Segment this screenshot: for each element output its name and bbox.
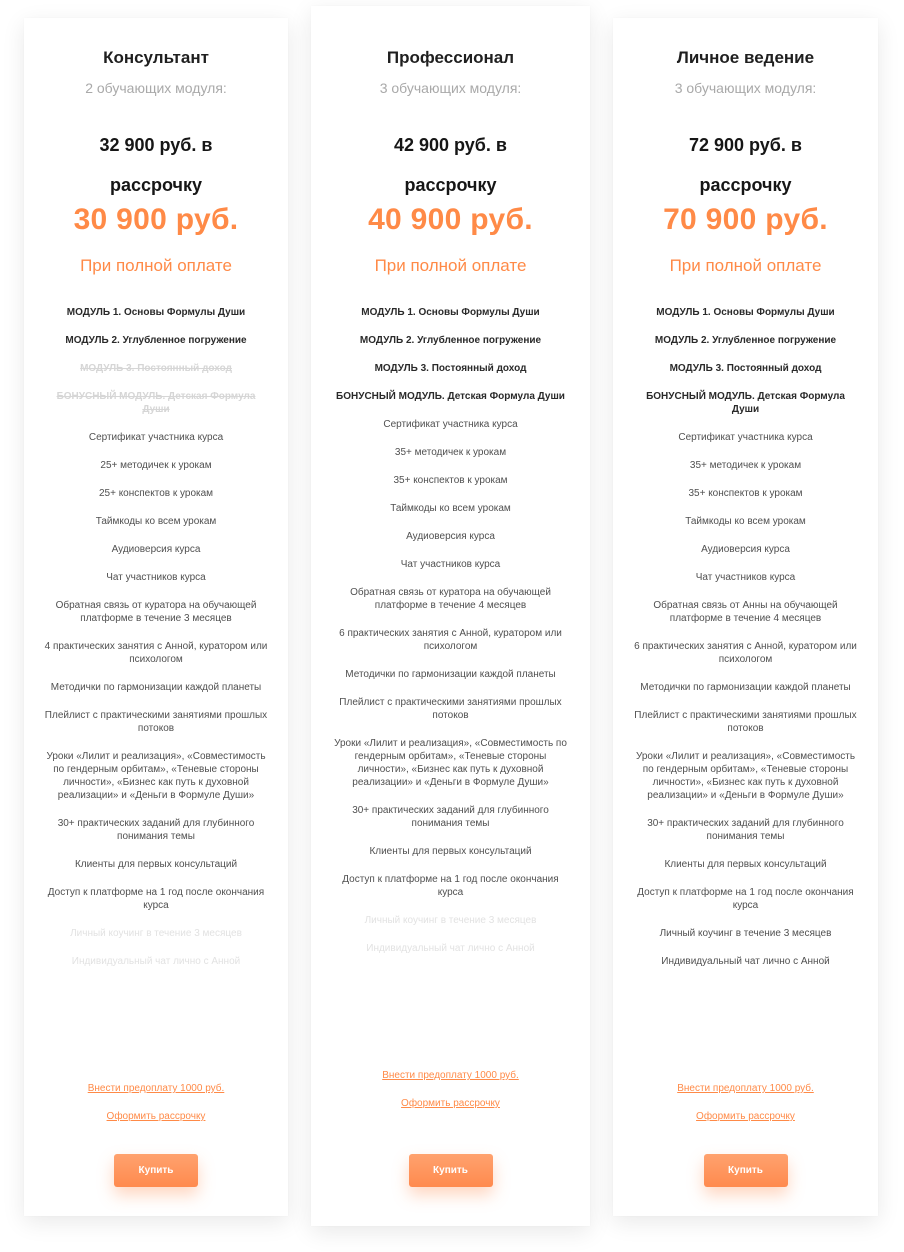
feature-item: Уроки «Лилит и реализация», «Совместимость по гендерным орбитам», «Теневые стороны личности», «Бизнес как путь к духовной реализации» и «Деньги в Формуле Души» [334,738,567,788]
feature-item: Чат участников курса [695,572,796,583]
module-item: МОДУЛЬ 2. Углубленное погружение [65,335,247,346]
feature-item: Клиенты для первых консультаций [664,859,827,870]
installment-link[interactable]: Оформить рассрочку [696,1111,795,1122]
feature-item: Индивидуальный чат лично с Анной [661,956,830,967]
feature-item: 25+ конспектов к урокам [98,488,214,499]
prepay-link[interactable]: Внести предоплату 1000 руб. [382,1070,519,1081]
feature-item: Личный коучинг в течение 3 месяцев [659,928,832,939]
plan-title: Консультант [103,48,209,67]
feature-item: Сертификат участника курса [678,432,813,443]
installment-link[interactable]: Оформить рассрочку [106,1111,206,1122]
feature-list [40,306,272,983]
feature-item: Таймкоды ко всем урокам [390,503,511,514]
full-price: 40 900 руб. [368,203,533,236]
feature-item: Уроки «Лилит и реализация», «Совместимость по гендерным орбитам», «Теневые стороны личности», «Бизнес как путь к духовной реализации» и «Деньги в Формуле Души» [46,751,266,801]
plan-subtitle: 3 обучающих модуля: [379,80,522,96]
module-item: БОНУСНЫЙ МОДУЛЬ. Детская Формула Души [336,391,565,402]
plan-title: Личное ведение [676,48,815,67]
feature-list [327,306,574,970]
feature-list [629,306,862,983]
module-item: БОНУСНЫЙ МОДУЛЬ. Детская Формула Души [56,391,256,415]
module-item: МОДУЛЬ 3. Постоянный доход [669,363,822,374]
full-payment-label: При полной оплате [669,256,822,275]
feature-item: Аудиоверсия курса [701,544,790,555]
module-item: МОДУЛЬ 3. Постоянный доход [80,363,232,374]
plan-card-consultant [24,18,288,1216]
feature-item: Чат участников курса [106,572,206,583]
feature-item: Личный коучинг в течение 3 месяцев [364,915,537,926]
feature-item: Чат участников курса [400,559,501,570]
feature-item: 35+ конспектов к урокам [393,475,508,486]
module-item: МОДУЛЬ 2. Углубленное погружение [654,335,837,346]
full-payment-label: При полной оплате [374,256,527,275]
module-item: МОДУЛЬ 1. Основы Формулы Души [656,307,835,318]
installment-label: рассрочку [109,175,203,195]
feature-item: 6 практических занятия с Анной, куратором или психологом [634,641,857,665]
feature-item: Плейлист с практическими занятиями прошлых потоков [44,710,268,734]
plan-card-personal [613,18,878,1216]
feature-item: Уроки «Лилит и реализация», «Совместимость по гендерным орбитам», «Теневые стороны личности», «Бизнес как путь к духовной реализации» и «Деньги в Формуле Души» [635,751,856,801]
module-item: МОДУЛЬ 2. Углубленное погружение [359,335,542,346]
feature-item: Методички по гармонизации каждой планеты [345,669,556,680]
feature-item: Обратная связь от Анны на обучающей платформе в течение 4 месяцев [653,600,838,624]
feature-item: 30+ практических заданий для глубинного понимания темы [647,818,844,842]
feature-item: Индивидуальный чат лично с Анной [71,956,241,967]
plan-card-professional [311,6,590,1226]
feature-item: 4 практических занятия с Анной, куратором или психологом [44,641,268,665]
feature-item: Обратная связь от куратора на обучающей платформе в течение 4 месяцев [350,587,551,611]
installment-link[interactable]: Оформить рассрочку [401,1098,500,1109]
feature-item: Таймкоды ко всем урокам [95,516,217,527]
installment-label: рассрочку [699,175,792,195]
feature-item: Методички по гармонизации каждой планеты [640,682,851,693]
plan-subtitle: 2 обучающих модуля: [85,80,227,96]
feature-item: Сертификат участника курса [383,419,518,430]
plan-title: Профессионал [386,48,515,67]
feature-item: 30+ практических заданий для глубинного понимания темы [57,818,255,842]
module-item: МОДУЛЬ 3. Постоянный доход [374,363,527,374]
prepay-link[interactable]: Внести предоплату 1000 руб. [677,1083,814,1094]
feature-item: 35+ конспектов к урокам [688,488,803,499]
buy-button[interactable]: Купить [704,1154,788,1187]
module-item: БОНУСНЫЙ МОДУЛЬ. Детская Формула Души [646,391,845,415]
feature-item: 35+ методичек к урокам [394,447,507,458]
feature-item: Аудиоверсия курса [406,531,495,542]
buy-button[interactable]: Купить [409,1154,493,1187]
full-payment-label: При полной оплате [80,256,232,275]
installment-price: 42 900 руб. в [393,135,507,155]
feature-item: 30+ практических заданий для глубинного понимания темы [352,805,549,829]
buy-button[interactable]: Купить [114,1154,198,1187]
feature-item: Сертификат участника курса [88,432,224,443]
feature-item: 25+ методичек к урокам [100,460,212,471]
feature-item: Таймкоды ко всем урокам [685,516,806,527]
full-price: 70 900 руб. [663,203,828,236]
feature-item: Индивидуальный чат лично с Анной [366,943,535,954]
installment-label: рассрочку [404,175,497,195]
feature-item: Аудиоверсия курса [111,544,201,555]
feature-item: 35+ методичек к урокам [689,460,802,471]
installment-price: 32 900 руб. в [99,135,213,155]
full-price: 30 900 руб. [73,203,239,236]
feature-item: Доступ к платформе на 1 год после окончания курса [637,887,854,911]
module-item: МОДУЛЬ 1. Основы Формулы Души [361,307,540,318]
feature-item: 6 практических занятия с Анной, куратором или психологом [339,628,562,652]
feature-item: Личный коучинг в течение 3 месяцев [70,928,242,939]
feature-item: Клиенты для первых консультаций [74,859,238,870]
prepay-link[interactable]: Внести предоплату 1000 руб. [87,1083,225,1094]
feature-item: Плейлист с практическими занятиями прошлых потоков [634,710,857,734]
feature-item: Доступ к платформе на 1 год после окончания курса [342,874,559,898]
installment-price: 72 900 руб. в [688,135,802,155]
feature-item: Клиенты для первых консультаций [369,846,532,857]
feature-item: Методички по гармонизации каждой планеты [50,682,262,693]
module-item: МОДУЛЬ 1. Основы Формулы Души [66,307,246,318]
feature-item: Обратная связь от куратора на обучающей платформе в течение 3 месяцев [55,600,257,624]
feature-item: Плейлист с практическими занятиями прошлых потоков [339,697,562,721]
feature-item: Доступ к платформе на 1 год после окончания курса [47,887,265,911]
plan-subtitle: 3 обучающих модуля: [674,80,817,96]
